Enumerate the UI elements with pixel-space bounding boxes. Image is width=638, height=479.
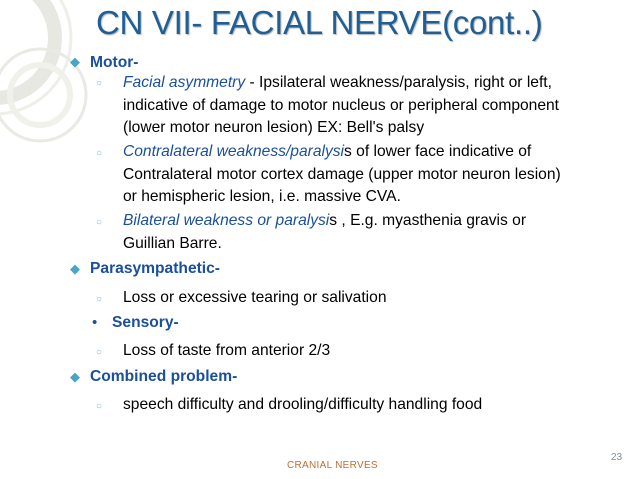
motor-item-2-line3: or hemispheric lesion, i.e. massive CVA.: [123, 188, 401, 205]
sub-bullet-marker: ○: [96, 401, 103, 412]
slide-title: CN VII- FACIAL NERVE(cont..): [96, 4, 543, 41]
motor-item-2-emphasis: Contralateral weakness/paralysi: [123, 143, 345, 160]
motor-item-2-line2: Contralateral motor cortex damage (upper motor neuron lesion): [123, 165, 561, 183]
motor-item-3-line1: s , E.g. myasthenia gravis or: [329, 212, 527, 229]
sub-bullet-marker: ○: [96, 294, 103, 305]
heading-combined-problem: Combined problem-: [90, 368, 238, 385]
bullet-marker: ◆: [70, 261, 80, 276]
motor-item-1-line2: indicative of damage to motor nucleus or peripheral component: [123, 96, 560, 114]
bullet-marker: ◆: [70, 369, 80, 384]
heading-parasympathetic: Parasympathetic-: [90, 260, 221, 277]
sub-bullet-marker: ○: [96, 347, 103, 358]
motor-item-3: [123, 210, 628, 255]
motor-item-1-line3: (lower motor neuron lesion) EX: Bell's palsy: [123, 119, 425, 136]
sub-bullet-marker: ○: [96, 148, 103, 159]
heading-motor: Motor-: [90, 54, 139, 71]
bullet-marker: •: [92, 314, 98, 331]
page-number: 23: [611, 452, 623, 463]
motor-item-3-emphasis: Bilateral weakness or paralysi: [123, 212, 330, 229]
motor-item-1-line1: - Ipsilateral weakness/paralysis, right or left,: [245, 74, 552, 91]
motor-item-2: [123, 141, 628, 209]
sub-bullet-marker: ○: [96, 78, 103, 89]
combined-item-1: speech difficulty and drooling/difficulty handling food: [123, 396, 483, 413]
sensory-item-1: Loss of taste from anterior 2/3: [123, 342, 331, 359]
motor-item-1: [123, 72, 628, 140]
heading-sensory: Sensory-: [112, 314, 179, 331]
motor-item-3-line2: Guillian Barre.: [123, 234, 222, 252]
sub-bullet-marker: ○: [96, 217, 103, 228]
motor-item-1-emphasis: Facial asymmetry: [123, 74, 246, 91]
footer-text: CRANIAL NERVES: [287, 460, 378, 471]
motor-item-2-line1: s of lower face indicative of: [344, 143, 532, 160]
bullet-marker: ◆: [70, 54, 80, 69]
parasympathetic-item-1: Loss or excessive tearing or salivation: [123, 289, 387, 306]
